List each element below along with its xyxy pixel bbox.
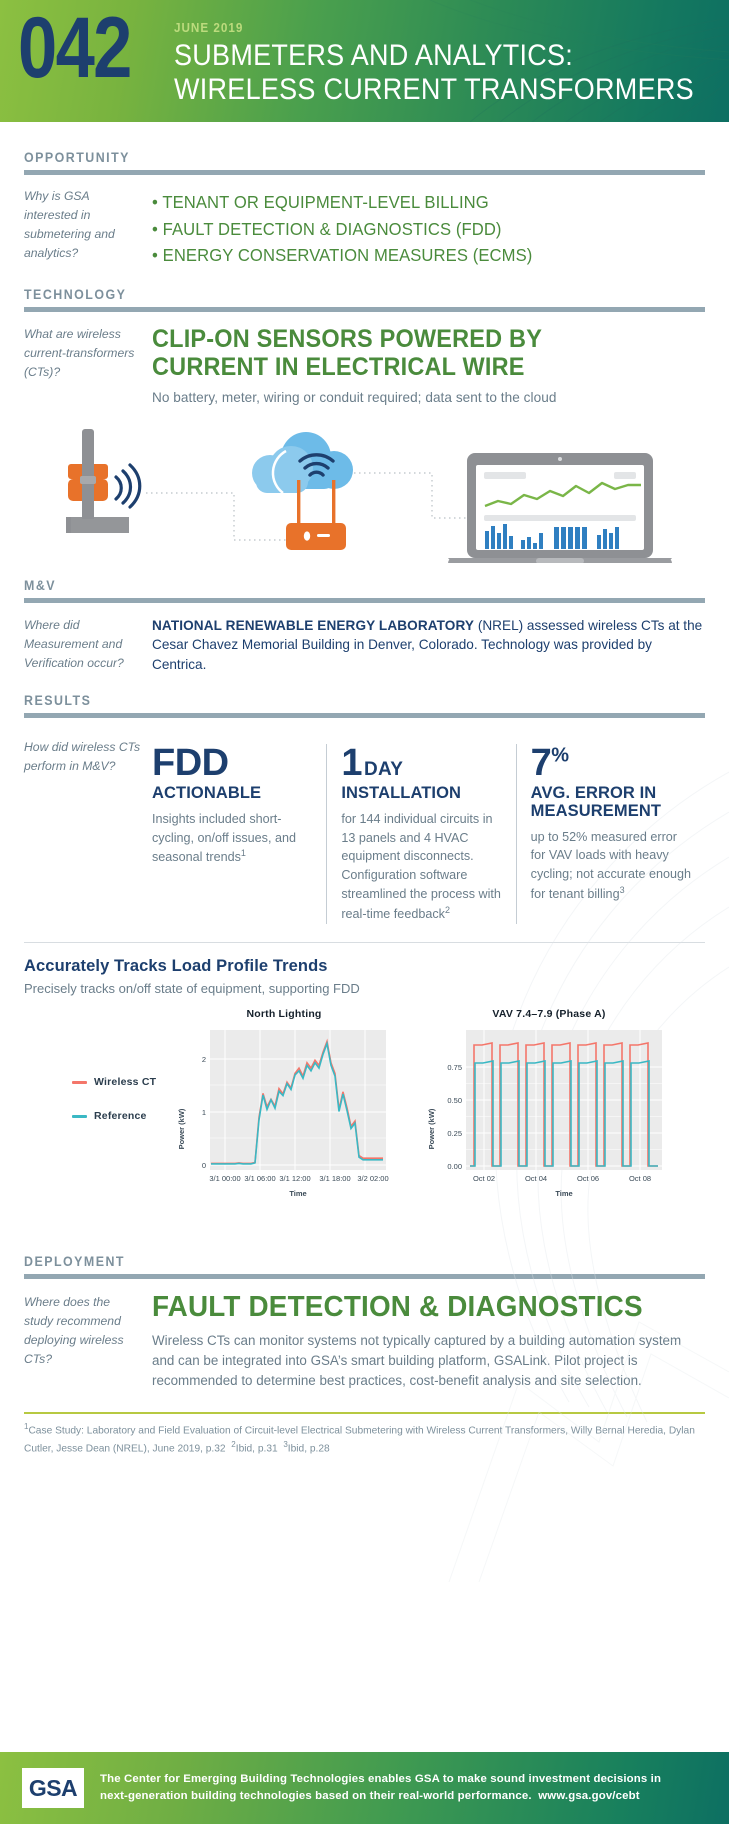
svg-text:3/1 18:00: 3/1 18:00: [319, 1174, 351, 1184]
section-rule: [24, 713, 705, 718]
page-body: [0, 122, 729, 1457]
section-label-results: RESULTS: [24, 692, 92, 708]
mv-question: Where did Measurement and Verification occur?: [24, 617, 124, 670]
stat-value: [152, 741, 312, 784]
svg-text:0.25: 0.25: [447, 1129, 462, 1139]
footnote-2: Ibid, p.31: [235, 1443, 278, 1455]
stat-label: AVG. ERROR IN MEASUREMENT: [530, 783, 662, 820]
svg-text:2: 2: [201, 1055, 206, 1065]
svg-text:0.75: 0.75: [447, 1063, 462, 1073]
legend-swatch-reference: [72, 1115, 87, 1118]
section-label-technology: TECHNOLOGY: [24, 286, 127, 302]
technology-question: What are wireless current-transformers (CTs)?: [24, 326, 135, 379]
footnotes-text: [24, 1421, 705, 1457]
charts-divider: [24, 942, 705, 943]
page-footer: [0, 1752, 729, 1824]
stat-card: [152, 741, 326, 924]
stat-description: [152, 810, 312, 868]
svg-text:Oct 06: Oct 06: [576, 1174, 600, 1184]
technology-headline-line2: CURRENT IN ELECTRICAL WIRE: [152, 352, 525, 381]
svg-text:Oct 08: Oct 08: [628, 1174, 652, 1184]
technology-headline: [152, 325, 672, 381]
footnotes-block: [24, 1412, 705, 1457]
section-rule: [24, 1274, 705, 1279]
mv-lead: NATIONAL RENEWABLE ENERGY LABORATORY: [152, 617, 475, 633]
stat-number: FDD: [152, 741, 229, 784]
page-title-line1: SUBMETERS AND ANALYTICS:: [173, 39, 573, 72]
opportunity-bullet-0: • TENANT OR EQUIPMENT-LEVEL BILLING: [152, 189, 677, 216]
svg-text:3/1 06:00: 3/1 06:00: [244, 1174, 276, 1184]
section-rule: [24, 598, 705, 603]
chart-vav-svg: [424, 1024, 674, 1224]
footnote-ref-2: 2: [231, 1439, 236, 1449]
stat-footnote-ref: 1: [240, 848, 246, 859]
ct-clamp-sensor-icon: [68, 464, 108, 501]
section-rule: [24, 307, 705, 312]
results-question: How did wireless CTs perform in M&V?: [24, 739, 141, 773]
technology-illustration: [24, 423, 705, 568]
stat-value: [341, 741, 501, 784]
deployment-question: Where does the study recommend deploying wireless CTs?: [24, 1295, 124, 1366]
sensor-wifi-waves-icon: [116, 465, 140, 507]
footer-text: [100, 1771, 661, 1804]
page-title: [174, 39, 694, 106]
svg-text:Oct 02: Oct 02: [472, 1174, 496, 1184]
legend-swatch-wireless-ct: [72, 1081, 87, 1084]
svg-text:3/2 02:00: 3/2 02:00: [357, 1174, 389, 1184]
cloud-icon: [252, 432, 353, 493]
footnote-3: Ibid, p.28: [287, 1443, 330, 1455]
legend-item: [72, 1110, 156, 1122]
legend-label: Reference: [94, 1110, 147, 1123]
chart-north-lighting-svg: [174, 1024, 394, 1224]
stat-number: 7: [530, 741, 552, 784]
section-technology: [24, 269, 705, 568]
section-label-opportunity: OPPORTUNITY: [24, 150, 130, 165]
section-opportunity: [24, 122, 705, 269]
opportunity-bullet-1: • FAULT DETECTION & DIAGNOSTICS (FDD): [152, 216, 677, 243]
stat-label: INSTALLATION: [341, 783, 462, 802]
svg-text:Power (kW): Power (kW): [427, 1108, 436, 1150]
opportunity-bullet-2: • ENERGY CONSERVATION MEASURES (ECMS): [152, 242, 677, 269]
svg-text:Power (kW): Power (kW): [177, 1108, 186, 1150]
stat-footnote-ref: 3: [619, 885, 625, 896]
stat-footnote-ref: 2: [444, 905, 450, 916]
mv-body-text: (NREL) assessed wireless CTs at the Cesar Chavez Memorial Building in Denver, Colorado. Technology was provided by Centrica.: [152, 617, 703, 673]
stat-description-text: for 144 individual circuits in 13 panels and 4 HVAC equipment disconnects. Configuration software streamlined the process with real-time feedback: [341, 811, 501, 922]
gsa-logo: GSA: [22, 1768, 84, 1808]
stat-description: [531, 828, 691, 905]
stat-description-text: up to 52% measured error for VAV loads with heavy cycling; not accurate enough for tenant billing: [530, 829, 691, 902]
svg-text:3/1 00:00: 3/1 00:00: [209, 1174, 241, 1184]
chart-title: North Lighting: [246, 1008, 322, 1021]
issue-date: JUNE 2019: [173, 20, 243, 35]
svg-text:3/1 12:00: 3/1 12:00: [279, 1174, 311, 1184]
deployment-headline: FAULT DETECTION & DIAGNOSTICS: [152, 1291, 643, 1324]
page-title-line2: WIRELESS CURRENT TRANSFORMERS: [173, 72, 694, 106]
opportunity-question: Why is GSA interested in submetering and analytics?: [24, 189, 115, 260]
section-results: [24, 675, 705, 924]
footnotes-rule: [24, 1412, 705, 1414]
stat-card: [326, 741, 515, 924]
chart-vav: [424, 1008, 674, 1229]
footer-url[interactable]: www.gsa.gov/cebt: [538, 1790, 640, 1802]
section-label-mv: M&V: [24, 577, 57, 593]
charts-subtitle: Precisely tracks on/off state of equipment, supporting FDD: [24, 981, 360, 997]
charts-title: Accurately Tracks Load Profile Trends: [24, 957, 328, 976]
svg-text:0.00: 0.00: [447, 1162, 462, 1172]
svg-text:Time: Time: [289, 1189, 307, 1199]
stat-unit: DAY: [363, 758, 404, 780]
stat-description-text: Insights included short-cycling, on/off issues, and seasonal trends: [152, 811, 296, 865]
chart-legend: [72, 1076, 156, 1144]
opportunity-bullet-list: [152, 189, 705, 269]
stat-number: 1: [341, 741, 362, 784]
legend-label: Wireless CT: [94, 1076, 157, 1089]
technology-headline-line1: CLIP-ON SENSORS POWERED BY: [152, 324, 543, 353]
svg-text:Oct 04: Oct 04: [524, 1174, 548, 1184]
connector-sensor-router: [146, 493, 286, 540]
chart-title: VAV 7.4–7.9 (Phase A): [492, 1008, 606, 1021]
page-header: [0, 0, 729, 122]
section-mv: [24, 568, 705, 675]
results-stat-group: [152, 741, 705, 924]
svg-text:Time: Time: [555, 1189, 573, 1199]
stat-sup: %: [551, 744, 569, 767]
svg-text:0: 0: [201, 1161, 206, 1171]
stat-label: ACTIONABLE: [152, 783, 262, 802]
section-charts: [24, 942, 705, 1230]
svg-text:1: 1: [201, 1108, 206, 1118]
section-deployment: [24, 1230, 705, 1391]
footnote-ref-1: 1: [24, 1421, 29, 1431]
laptop-dashboard-icon: [448, 453, 672, 563]
stat-description: [341, 810, 501, 925]
footnote-ref-3: 3: [283, 1439, 288, 1449]
stat-value: [530, 741, 691, 784]
legend-item: [72, 1076, 156, 1088]
section-label-deployment: DEPLOYMENT: [24, 1254, 125, 1270]
chart-north-lighting: [174, 1008, 394, 1229]
mv-body: [152, 616, 705, 675]
footer-line1: The Center for Emerging Building Technologies enables GSA to make sound investment decisions in: [100, 1773, 662, 1786]
deployment-body: Wireless CTs can monitor systems not typically captured by a building automation system and can be integrated into GSA’s smart building platform, GSALink. Pilot project is recommended to determine best practices, cost-benefit analysis and site selection.: [152, 1333, 682, 1389]
technology-subhead: No battery, meter, wiring or conduit required; data sent to the cloud: [152, 389, 557, 405]
charts-container: [24, 1008, 705, 1230]
issue-number: 042: [18, 0, 131, 96]
footnote-1: Case Study: Laboratory and Field Evaluation of Circuit-level Electrical Submetering with Wireless Current Transformers, Willy Bernal Heredia, Dylan Cutler, Jesse Dean (NREL), June 2019, p.32: [24, 1424, 695, 1455]
connector-cloud-laptop: [354, 473, 472, 518]
section-rule: [24, 170, 705, 175]
svg-text:0.50: 0.50: [447, 1096, 462, 1106]
stat-card: [516, 741, 705, 924]
footer-line2: next-generation building technologies based on their real-world performance.: [100, 1790, 532, 1802]
wireless-ct-diagram: [24, 423, 705, 563]
